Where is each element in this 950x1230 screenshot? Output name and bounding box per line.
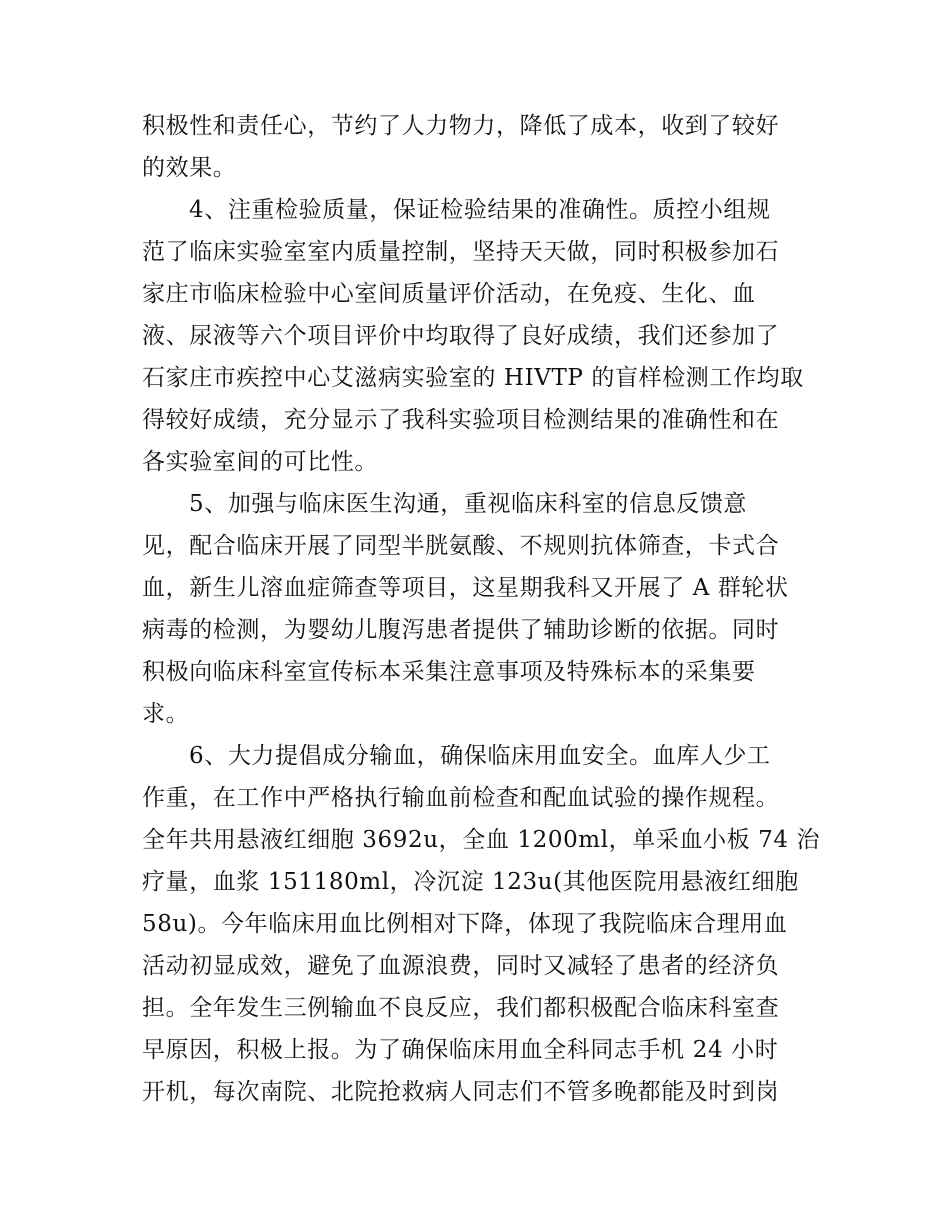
- text-line: 疗量，血浆 151180ml，冷沉淀 123u(其他医院用悬液红细胞: [142, 869, 799, 895]
- text-line: 活动初显成效，避免了血源浪费，同时又减轻了患者的经济负: [142, 953, 780, 979]
- paragraph-first-line: 5、加强与临床医生沟通，重视临床科室的信息反馈意: [189, 491, 748, 517]
- text-line: 石家庄市疾控中心艾滋病实验室的 HIVTP 的盲样检测工作均取: [142, 365, 804, 391]
- text-line: 开机，每次南院、北院抢救病人同志们不管多晚都能及时到岗: [142, 1079, 780, 1105]
- text-line: 积极性和责任心，节约了人力物力，降低了成本，收到了较好: [142, 113, 780, 139]
- text-line: 的效果。: [142, 155, 237, 181]
- text-line: 范了临床实验室室内质量控制，坚持天天做，同时积极参加石: [142, 239, 780, 265]
- text-line: 积极向临床科室宣传标本采集注意事项及特殊标本的采集要: [142, 659, 756, 685]
- body-text: [142, 105, 822, 1113]
- text-line: 早原因，积极上报。为了确保临床用血全科同志手机 24 小时: [142, 1037, 779, 1063]
- text-line: 病毒的检测，为婴幼儿腹泻患者提供了辅助诊断的依据。同时: [142, 617, 780, 643]
- text-line: 各实验室间的可比性。: [142, 449, 378, 475]
- text-line: 作重，在工作中严格执行输血前检查和配血试验的操作规程。: [142, 785, 780, 811]
- paragraph-first-line: 6、大力提倡成分输血，确保临床用血安全。血库人少工: [189, 743, 771, 769]
- text-line: 家庄市临床检验中心室间质量评价活动，在免疫、生化、血: [142, 281, 756, 307]
- text-line: 液、尿液等六个项目评价中均取得了良好成绩，我们还参加了: [142, 323, 780, 349]
- text-line: 血，新生儿溶血症筛查等项目，这星期我科又开展了 A 群轮状: [142, 575, 789, 601]
- paragraph-first-line: 4、注重检验质量，保证检验结果的准确性。质控小组规: [189, 197, 771, 223]
- text-line: 见，配合临床开展了同型半胱氨酸、不规则抗体筛查，卡式合: [142, 533, 780, 559]
- text-line: 求。: [142, 701, 190, 727]
- text-line: 担。全年发生三例输血不良反应，我们都积极配合临床科室查: [142, 995, 780, 1021]
- text-line: 得较好成绩，充分显示了我科实验项目检测结果的准确性和在: [142, 407, 780, 433]
- text-line: 全年共用悬液红细胞 3692u，全血 1200ml，单采血小板 74 治: [142, 827, 821, 853]
- text-line: 58u)。今年临床用血比例相对下降，体现了我院临床合理用血: [142, 911, 788, 937]
